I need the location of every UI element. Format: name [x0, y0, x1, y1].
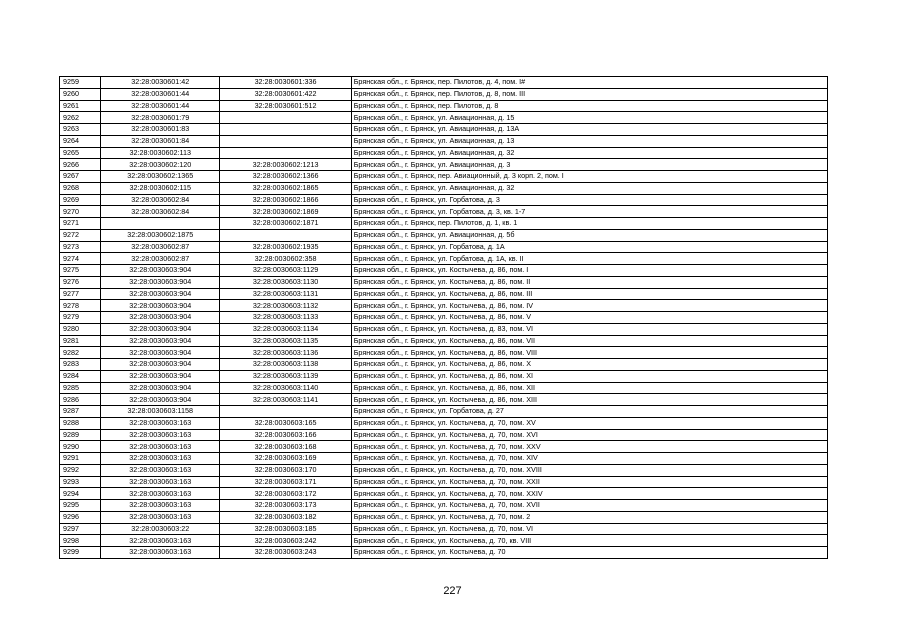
row-number-cell: 9296	[60, 511, 101, 523]
address-cell: Брянская обл., г. Брянск, ул. Костычева, д. 70, кв. VIII	[351, 535, 827, 547]
table-row	[60, 288, 828, 300]
parcel-number-cell: 32:28:0030603:904	[101, 312, 220, 324]
table-row	[60, 229, 828, 241]
row-number-cell: 9288	[60, 417, 101, 429]
row-number-cell: 9291	[60, 453, 101, 465]
object-number-cell: 32:28:0030603:166	[220, 429, 351, 441]
row-number-cell: 9278	[60, 300, 101, 312]
row-number-cell: 9289	[60, 429, 101, 441]
address-cell: Брянская обл., г. Брянск, ул. Авиационная, д. 32	[351, 182, 827, 194]
object-number-cell	[220, 229, 351, 241]
row-number-cell: 9275	[60, 265, 101, 277]
object-number-cell: 32:28:0030601:422	[220, 88, 351, 100]
table-row	[60, 500, 828, 512]
parcel-number-cell: 32:28:0030603:22	[101, 523, 220, 535]
table-row	[60, 159, 828, 171]
parcel-number-cell: 32:28:0030603:904	[101, 382, 220, 394]
object-number-cell: 32:28:0030601:512	[220, 100, 351, 112]
parcel-number-cell: 32:28:0030603:904	[101, 370, 220, 382]
row-number-cell: 9284	[60, 370, 101, 382]
parcel-number-cell: 32:28:0030602:120	[101, 159, 220, 171]
table-row	[60, 523, 828, 535]
object-number-cell	[220, 406, 351, 418]
table-row	[60, 253, 828, 265]
object-number-cell: 32:28:0030603:242	[220, 535, 351, 547]
parcel-number-cell	[101, 218, 220, 230]
table-row	[60, 323, 828, 335]
row-number-cell: 9267	[60, 171, 101, 183]
object-number-cell: 32:28:0030602:358	[220, 253, 351, 265]
parcel-number-cell: 32:28:0030603:163	[101, 500, 220, 512]
row-number-cell: 9264	[60, 135, 101, 147]
address-cell: Брянская обл., г. Брянск, ул. Костычева, д. 86, пом. XI	[351, 370, 827, 382]
address-cell: Брянская обл., г. Брянск, ул. Авиационная, д. 3	[351, 159, 827, 171]
address-cell: Брянская обл., г. Брянск, ул. Костычева, д. 86, пом. XII	[351, 382, 827, 394]
row-number-cell: 9285	[60, 382, 101, 394]
table-row	[60, 488, 828, 500]
address-cell: Брянская обл., г. Брянск, ул. Горбатова, д. 1А	[351, 241, 827, 253]
address-cell: Брянская обл., г. Брянск, ул. Костычева, д. 86, пом. XIII	[351, 394, 827, 406]
address-cell: Брянская обл., г. Брянск, ул. Костычева, д. 70, пом. XVI	[351, 429, 827, 441]
parcel-number-cell: 32:28:0030602:1875	[101, 229, 220, 241]
object-number-cell: 32:28:0030602:1869	[220, 206, 351, 218]
row-number-cell: 9298	[60, 535, 101, 547]
table-row	[60, 182, 828, 194]
row-number-cell: 9290	[60, 441, 101, 453]
row-number-cell: 9292	[60, 464, 101, 476]
parcel-number-cell: 32:28:0030601:44	[101, 88, 220, 100]
object-number-cell: 32:28:0030601:336	[220, 77, 351, 89]
address-cell: Брянская обл., г. Брянск, ул. Костычева, д. 86, пом. V	[351, 312, 827, 324]
object-number-cell: 32:28:0030603:1136	[220, 347, 351, 359]
address-cell: Брянская обл., г. Брянск, ул. Авиационная, д. 32	[351, 147, 827, 159]
parcel-number-cell: 32:28:0030603:904	[101, 300, 220, 312]
table-row	[60, 312, 828, 324]
parcel-number-cell: 32:28:0030603:904	[101, 288, 220, 300]
object-number-cell	[220, 135, 351, 147]
address-cell: Брянская обл., г. Брянск, ул. Костычева, д. 70, пом. XVII	[351, 500, 827, 512]
object-number-cell: 32:28:0030603:182	[220, 511, 351, 523]
object-number-cell: 32:28:0030603:1141	[220, 394, 351, 406]
row-number-cell: 9262	[60, 112, 101, 124]
parcel-number-cell: 32:28:0030601:84	[101, 135, 220, 147]
object-number-cell: 32:28:0030603:169	[220, 453, 351, 465]
table-row	[60, 382, 828, 394]
table-row	[60, 100, 828, 112]
row-number-cell: 9282	[60, 347, 101, 359]
address-cell: Брянская обл., г. Брянск, ул. Авиационная, д. 5б	[351, 229, 827, 241]
parcel-number-cell: 32:28:0030603:163	[101, 547, 220, 559]
table-row	[60, 300, 828, 312]
table-row	[60, 394, 828, 406]
address-cell: Брянская обл., г. Брянск, пер. Авиационный, д. 3 корп. 2, пом. I	[351, 171, 827, 183]
table-row	[60, 535, 828, 547]
address-cell: Брянская обл., г. Брянск, ул. Горбатова, д. 27	[351, 406, 827, 418]
address-cell: Брянская обл., г. Брянск, ул. Костычева, д. 70, пом. XIV	[351, 453, 827, 465]
table-row	[60, 347, 828, 359]
table-row	[60, 547, 828, 559]
row-number-cell: 9293	[60, 476, 101, 488]
table-row	[60, 147, 828, 159]
address-cell: Брянская обл., г. Брянск, ул. Костычева, д. 70	[351, 547, 827, 559]
table-row	[60, 453, 828, 465]
parcel-number-cell: 32:28:0030603:163	[101, 476, 220, 488]
parcel-number-cell: 32:28:0030601:83	[101, 124, 220, 136]
parcel-number-cell: 32:28:0030603:904	[101, 394, 220, 406]
object-number-cell: 32:28:0030603:243	[220, 547, 351, 559]
page-number: 227	[443, 585, 462, 597]
address-cell: Брянская обл., г. Брянск, ул. Горбатова, д. 3	[351, 194, 827, 206]
row-number-cell: 9263	[60, 124, 101, 136]
row-number-cell: 9259	[60, 77, 101, 89]
parcel-number-cell: 32:28:0030603:163	[101, 464, 220, 476]
table-row	[60, 218, 828, 230]
parcel-number-cell: 32:28:0030602:84	[101, 194, 220, 206]
table-row	[60, 241, 828, 253]
table-row	[60, 406, 828, 418]
object-number-cell	[220, 124, 351, 136]
table-row	[60, 476, 828, 488]
parcel-number-cell: 32:28:0030602:115	[101, 182, 220, 194]
address-cell: Брянская обл., г. Брянск, ул. Костычева, д. 86, пом. II	[351, 276, 827, 288]
object-number-cell: 32:28:0030603:1139	[220, 370, 351, 382]
object-number-cell: 32:28:0030602:1871	[220, 218, 351, 230]
parcel-number-cell: 32:28:0030603:163	[101, 488, 220, 500]
parcel-number-cell: 32:28:0030603:163	[101, 417, 220, 429]
table-row	[60, 429, 828, 441]
address-cell: Брянская обл., г. Брянск, ул. Костычева, д. 86, пом. IV	[351, 300, 827, 312]
row-number-cell: 9279	[60, 312, 101, 324]
parcel-number-cell: 32:28:0030603:904	[101, 359, 220, 371]
parcel-number-cell: 32:28:0030603:163	[101, 453, 220, 465]
row-number-cell: 9276	[60, 276, 101, 288]
parcel-number-cell: 32:28:0030603:904	[101, 335, 220, 347]
row-number-cell: 9261	[60, 100, 101, 112]
property-registry-table	[59, 76, 828, 559]
parcel-number-cell: 32:28:0030601:44	[101, 100, 220, 112]
address-cell: Брянская обл., г. Брянск, пер. Пилотов, д. 1, кв. 1	[351, 218, 827, 230]
object-number-cell: 32:28:0030603:165	[220, 417, 351, 429]
table-row	[60, 135, 828, 147]
parcel-number-cell: 32:28:0030603:904	[101, 347, 220, 359]
object-number-cell: 32:28:0030603:173	[220, 500, 351, 512]
address-cell: Брянская обл., г. Брянск, ул. Горбатова, д. 3, кв. 1-7	[351, 206, 827, 218]
row-number-cell: 9277	[60, 288, 101, 300]
parcel-number-cell: 32:28:0030602:87	[101, 241, 220, 253]
address-cell: Брянская обл., г. Брянск, ул. Авиационная, д. 13А	[351, 124, 827, 136]
parcel-number-cell: 32:28:0030603:163	[101, 535, 220, 547]
row-number-cell: 9274	[60, 253, 101, 265]
address-cell: Брянская обл., г. Брянск, ул. Костычева, д. 86, пом. VII	[351, 335, 827, 347]
table-row	[60, 464, 828, 476]
parcel-number-cell: 32:28:0030603:163	[101, 511, 220, 523]
row-number-cell: 9286	[60, 394, 101, 406]
table-row	[60, 194, 828, 206]
table-row	[60, 276, 828, 288]
object-number-cell: 32:28:0030603:1131	[220, 288, 351, 300]
row-number-cell: 9273	[60, 241, 101, 253]
parcel-number-cell: 32:28:0030601:42	[101, 77, 220, 89]
row-number-cell: 9294	[60, 488, 101, 500]
address-cell: Брянская обл., г. Брянск, ул. Авиационная, д. 13	[351, 135, 827, 147]
object-number-cell: 32:28:0030603:1129	[220, 265, 351, 277]
address-cell: Брянская обл., г. Брянск, ул. Костычева, д. 70, пом. XXV	[351, 441, 827, 453]
address-cell: Брянская обл., г. Брянск, ул. Костычева, д. 70, пом. XVIII	[351, 464, 827, 476]
row-number-cell: 9269	[60, 194, 101, 206]
parcel-number-cell: 32:28:0030602:84	[101, 206, 220, 218]
table-row	[60, 441, 828, 453]
object-number-cell: 32:28:0030603:1138	[220, 359, 351, 371]
table-row	[60, 335, 828, 347]
object-number-cell: 32:28:0030603:1134	[220, 323, 351, 335]
row-number-cell: 9297	[60, 523, 101, 535]
row-number-cell: 9280	[60, 323, 101, 335]
object-number-cell: 32:28:0030603:171	[220, 476, 351, 488]
row-number-cell: 9283	[60, 359, 101, 371]
table-row	[60, 370, 828, 382]
parcel-number-cell: 32:28:0030602:87	[101, 253, 220, 265]
address-cell: Брянская обл., г. Брянск, ул. Костычева, д. 86, пом. I	[351, 265, 827, 277]
object-number-cell: 32:28:0030603:1140	[220, 382, 351, 394]
object-number-cell	[220, 112, 351, 124]
parcel-number-cell: 32:28:0030603:904	[101, 265, 220, 277]
object-number-cell: 32:28:0030603:1133	[220, 312, 351, 324]
row-number-cell: 9271	[60, 218, 101, 230]
address-cell: Брянская обл., г. Брянск, ул. Костычева, д. 86, пом. VIII	[351, 347, 827, 359]
object-number-cell: 32:28:0030602:1935	[220, 241, 351, 253]
row-number-cell: 9281	[60, 335, 101, 347]
address-cell: Брянская обл., г. Брянск, пер. Пилотов, д. 8, пом. III	[351, 88, 827, 100]
table-row	[60, 112, 828, 124]
address-cell: Брянская обл., г. Брянск, ул. Костычева, д. 70, пом. XXII	[351, 476, 827, 488]
address-cell: Брянская обл., г. Брянск, ул. Костычева, д. 70, пом. XXIV	[351, 488, 827, 500]
parcel-number-cell: 32:28:0030603:163	[101, 429, 220, 441]
row-number-cell: 9270	[60, 206, 101, 218]
row-number-cell: 9265	[60, 147, 101, 159]
row-number-cell: 9260	[60, 88, 101, 100]
parcel-number-cell: 32:28:0030603:1158	[101, 406, 220, 418]
table-row	[60, 265, 828, 277]
row-number-cell: 9287	[60, 406, 101, 418]
object-number-cell: 32:28:0030602:1213	[220, 159, 351, 171]
table-body	[60, 77, 828, 559]
table-row	[60, 206, 828, 218]
table-row	[60, 77, 828, 89]
address-cell: Брянская обл., г. Брянск, ул. Авиационная, д. 15	[351, 112, 827, 124]
table-row	[60, 124, 828, 136]
parcel-number-cell: 32:28:0030601:79	[101, 112, 220, 124]
address-cell: Брянская обл., г. Брянск, ул. Костычева, д. 70, пом. 2	[351, 511, 827, 523]
object-number-cell: 32:28:0030602:1366	[220, 171, 351, 183]
address-cell: Брянская обл., г. Брянск, ул. Горбатова, д. 1А, кв. II	[351, 253, 827, 265]
object-number-cell: 32:28:0030603:168	[220, 441, 351, 453]
object-number-cell	[220, 147, 351, 159]
parcel-number-cell: 32:28:0030603:904	[101, 276, 220, 288]
address-cell: Брянская обл., г. Брянск, пер. Пилотов, д. 4, пом. I#	[351, 77, 827, 89]
table-row	[60, 171, 828, 183]
table-row	[60, 511, 828, 523]
object-number-cell: 32:28:0030603:1132	[220, 300, 351, 312]
row-number-cell: 9295	[60, 500, 101, 512]
address-cell: Брянская обл., г. Брянск, пер. Пилотов, д. 8	[351, 100, 827, 112]
row-number-cell: 9268	[60, 182, 101, 194]
address-cell: Брянская обл., г. Брянск, ул. Костычева, д. 70, пом. VI	[351, 523, 827, 535]
table-row	[60, 359, 828, 371]
table-row	[60, 417, 828, 429]
address-cell: Брянская обл., г. Брянск, ул. Костычева, д. 70, пом. XV	[351, 417, 827, 429]
parcel-number-cell: 32:28:0030603:163	[101, 441, 220, 453]
parcel-number-cell: 32:28:0030603:904	[101, 323, 220, 335]
table-row	[60, 88, 828, 100]
address-cell: Брянская обл., г. Брянск, ул. Костычева, д. 86, пом. X	[351, 359, 827, 371]
object-number-cell: 32:28:0030602:1865	[220, 182, 351, 194]
object-number-cell: 32:28:0030603:172	[220, 488, 351, 500]
address-cell: Брянская обл., г. Брянск, ул. Костычева, д. 83, пом. VI	[351, 323, 827, 335]
object-number-cell: 32:28:0030603:1130	[220, 276, 351, 288]
object-number-cell: 32:28:0030603:170	[220, 464, 351, 476]
parcel-number-cell: 32:28:0030602:113	[101, 147, 220, 159]
address-cell: Брянская обл., г. Брянск, ул. Костычева, д. 86, пом. III	[351, 288, 827, 300]
object-number-cell: 32:28:0030603:1135	[220, 335, 351, 347]
row-number-cell: 9266	[60, 159, 101, 171]
parcel-number-cell: 32:28:0030602:1365	[101, 171, 220, 183]
row-number-cell: 9299	[60, 547, 101, 559]
object-number-cell: 32:28:0030603:185	[220, 523, 351, 535]
row-number-cell: 9272	[60, 229, 101, 241]
object-number-cell: 32:28:0030602:1866	[220, 194, 351, 206]
